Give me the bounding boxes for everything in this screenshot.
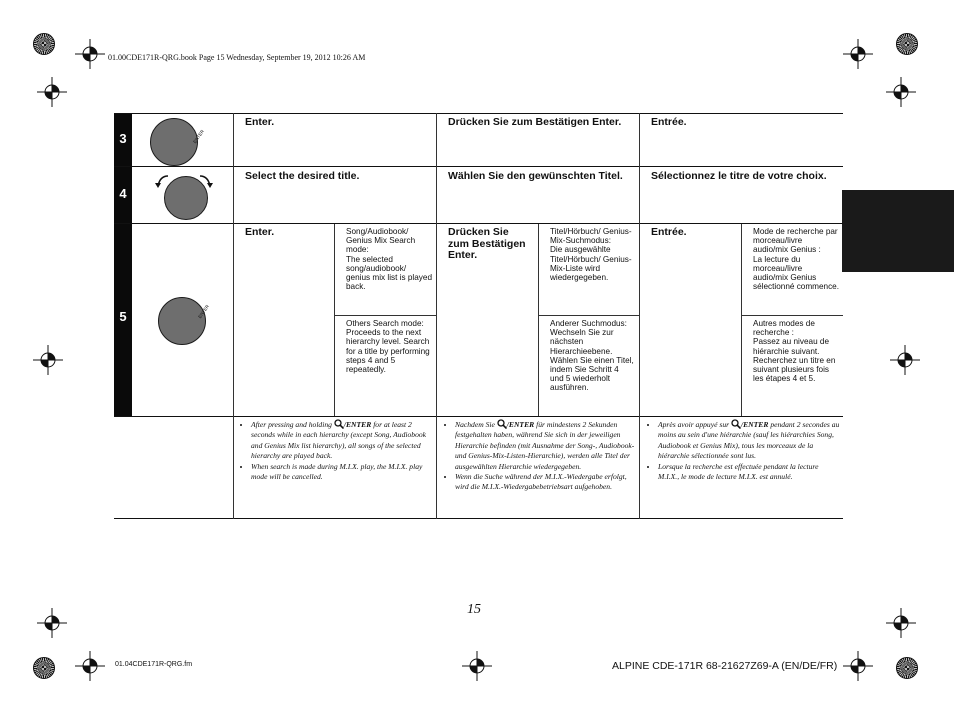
step-3-english: Enter. xyxy=(245,116,275,128)
footer-file-name: 01.04CDE171R-QRG.fm xyxy=(115,661,193,668)
mode-description: Passez au niveau de hiérarchie suivant. Recherchez un titre en suivant plusieurs fois les étapes 4 et 5. xyxy=(753,337,836,384)
step-number-cell-5 xyxy=(114,224,132,416)
fr-mode-song-search xyxy=(753,227,839,291)
knob-enter-label: ENTER xyxy=(197,303,211,320)
step-5-english: Enter. xyxy=(245,226,275,238)
table-rule xyxy=(114,416,843,417)
registration-mark-icon xyxy=(462,651,492,681)
step-5-german: Drücken Sie zum Bestätigen Enter. xyxy=(448,226,526,261)
rotate-left-arrow-icon xyxy=(154,174,170,190)
step-number-cell-3 xyxy=(114,114,132,166)
step-5-french: Entrée. xyxy=(651,226,687,238)
table-rule xyxy=(114,166,843,167)
note-item: • After pressing and holding /ENTER for at least 2 seconds while in each hierarchy (except Song, Audiobook and Genius Mix list hierarchy), all songs of the selected hierarchy are played back. xyxy=(251,419,434,462)
sub-column-divider xyxy=(334,224,335,416)
rotary-knob-icon xyxy=(158,297,206,345)
step-3-french: Entrée. xyxy=(651,116,687,128)
print-rosette-top-right xyxy=(896,33,918,55)
sub-column-divider xyxy=(741,224,742,416)
note-item: • Nachdem Sie /ENTER für mindestens 2 Sekunden festgehalten haben, während Sie sich in der jeweiligen Hierarchie befinden (mit Ausnahme der Song-, Audiobook- und Genius-Mix-Listen-Hierarchie), werden alle Titel der ausgewählten Hierarchie wiedergegeben. xyxy=(455,419,636,472)
mode-description: Proceeds to the next hierarchy level. Search for a title by performing steps 4 and 5 repeatedly. xyxy=(346,328,430,375)
print-rosette-top-left xyxy=(33,33,55,55)
mode-title: Song/Audiobook/ Genius Mix Search mode: xyxy=(346,227,416,255)
note-item: • Après avoir appuyé sur /ENTER pendant 2 secondes au moins au sein d'une hiérarchie (sauf les hiérarchies Song, Audiobook et Genius Mix), tous les morceaux de la hiérarchie sélectionnée sont lus. xyxy=(658,419,841,462)
step-number: 5 xyxy=(119,309,127,324)
mode-title: Mode de recherche par morceau/livre audio/mix Genius : xyxy=(753,227,838,255)
step-4-french: Sélectionnez le titre de votre choix. xyxy=(651,170,827,182)
registration-mark-icon xyxy=(886,77,916,107)
de-mode-others-search xyxy=(550,319,634,393)
registration-mark-icon xyxy=(37,608,67,638)
sub-column-divider xyxy=(538,224,539,416)
search-icon xyxy=(497,419,507,429)
de-mode-song-search xyxy=(550,227,634,282)
registration-mark-icon xyxy=(890,345,920,375)
mode-title: Autres modes de recherche : xyxy=(753,319,815,338)
search-icon xyxy=(731,419,741,429)
sub-row-divider xyxy=(741,315,843,316)
notes-french xyxy=(649,419,841,482)
print-rosette-bottom-left xyxy=(33,657,55,679)
registration-mark-icon xyxy=(75,651,105,681)
notes-english xyxy=(242,419,434,482)
column-divider xyxy=(436,113,437,519)
en-mode-others-search xyxy=(346,319,432,374)
note-item: • Wenn die Suche während der M.I.X.-Wiedergabe erfolgt, wird die M.I.X.-Wiedergabebetriebsart aufgehoben. xyxy=(455,472,636,493)
table-rule xyxy=(114,113,843,114)
mode-description: Wechseln Sie zur nächsten Hierarchieebene. Wählen Sie einen Titel, indem Sie Schritt 4 und 5 wiederholt ausführen. xyxy=(550,328,634,393)
page-number: 15 xyxy=(467,602,481,617)
mode-description: The selected song/audiobook/ genius mix list is played back. xyxy=(346,254,433,292)
registration-mark-icon xyxy=(886,608,916,638)
notes-german xyxy=(446,419,636,493)
footer-product-code: ALPINE CDE-171R 68-21627Z69-A (EN/DE/FR) xyxy=(612,660,838,672)
table-rule xyxy=(114,518,843,519)
note-item: • Lorsque la recherche est effectuée pendant la lecture M.I.X., le mode de lecture M.I.X. est annulé. xyxy=(658,462,841,483)
column-divider xyxy=(233,113,234,519)
registration-mark-icon xyxy=(33,345,63,375)
step-number: 3 xyxy=(119,131,127,146)
fr-mode-others-search xyxy=(753,319,839,383)
rotate-right-arrow-icon xyxy=(198,174,214,190)
rotary-knob-icon xyxy=(150,118,198,166)
step-3-german: Drücken Sie zum Bestätigen Enter. xyxy=(448,116,622,128)
registration-mark-icon xyxy=(37,77,67,107)
step-number: 4 xyxy=(119,186,127,201)
mode-description: La lecture du morceau/livre audio/mix Genius sélectionné commence. xyxy=(753,254,840,292)
mode-title: Others Search mode: xyxy=(346,319,424,328)
print-header-file-info: 01.00CDE171R-QRG.book Page 15 Wednesday, September 19, 2012 10:26 AM xyxy=(108,53,366,62)
section-thumb-tab xyxy=(842,190,954,272)
step-number-cell-4 xyxy=(114,167,132,223)
mode-title: Anderer Suchmodus: xyxy=(550,319,627,328)
print-rosette-bottom-right xyxy=(896,657,918,679)
registration-mark-icon xyxy=(75,39,105,69)
column-divider xyxy=(639,113,640,519)
registration-mark-icon xyxy=(843,39,873,69)
sub-row-divider xyxy=(334,315,436,316)
table-rule xyxy=(114,223,843,224)
mode-title: Titel/Hörbuch/ Genius-Mix-Suchmodus: xyxy=(550,227,632,246)
step-4-english: Select the desired title. xyxy=(245,170,360,182)
sub-row-divider xyxy=(538,315,639,316)
knob-enter-label: ENTER xyxy=(192,128,206,145)
en-mode-song-search xyxy=(346,227,432,291)
step-4-german: Wählen Sie den gewünschten Titel. xyxy=(448,170,623,182)
registration-mark-icon xyxy=(843,651,873,681)
note-item: • When search is made during M.I.X. play, the M.I.X. play mode will be cancelled. xyxy=(251,462,434,483)
mode-description: Die ausgewählte Titel/Hörbuch/ Genius-Mix-Liste wird wiedergegeben. xyxy=(550,245,632,283)
search-icon xyxy=(334,419,344,429)
